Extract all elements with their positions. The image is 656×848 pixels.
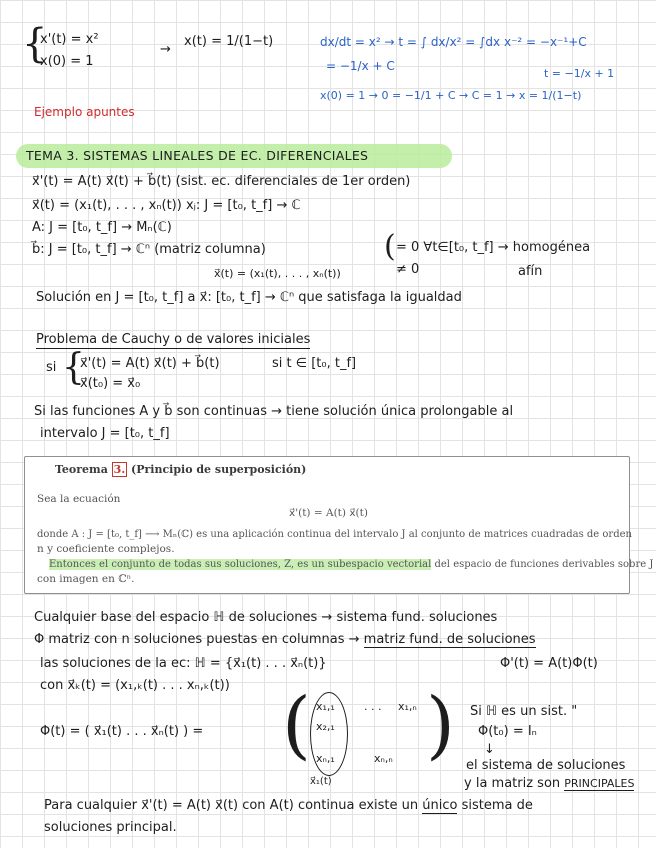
- principal-line-2: Φ(t₀) = Iₙ: [478, 724, 537, 739]
- solution-definition: Solución en J = [t₀, t_f] a x⃗: [t₀, t_f] → ℂⁿ que satisfaga la igualdad: [36, 290, 462, 305]
- blue-derivation-4: x(0) = 1 → 0 = −1/1 + C → C = 1 → x = 1/(1−t): [320, 89, 582, 102]
- matrix-entry-21: x₂,₁: [316, 720, 335, 733]
- theorem-line-4: Entonces el conjunto de todas sus soluciones, Z, es un subespacio vectorial del espacio de funciones derivables sobre J: [49, 559, 654, 570]
- definition-line-4: b⃗: J = [t₀, t_f] → ℂⁿ (matriz columna): [32, 242, 266, 257]
- cauchy-text-2: intervalo J = [t₀, t_f]: [40, 426, 170, 441]
- matrix-entry-1n: x₁,ₙ: [398, 700, 417, 713]
- condition-homogeneous: = 0 ∀t∈[t₀, t_f] → homogénea: [396, 240, 591, 255]
- arrow-icon: →: [160, 42, 171, 57]
- cauchy-title: Problema de Cauchy o de valores iniciales: [36, 332, 311, 347]
- example-solution: x(t) = 1/(1−t): [184, 34, 274, 49]
- section-heading: TEMA 3. SISTEMAS LINEALES DE EC. DIFERENCIALES: [26, 148, 369, 163]
- system-equation-1: x'(t) = x²: [40, 32, 99, 47]
- system-brace: {: [22, 21, 48, 67]
- matrix-right-paren: ): [426, 682, 455, 768]
- phi-derivative: Φ'(t) = A(t)Φ(t): [500, 656, 598, 671]
- theorem-line-1: Sea la ecuación: [37, 493, 121, 505]
- system-equation-2: x(0) = 1: [40, 54, 94, 69]
- theorem-line-5: con imagen en ℂⁿ.: [37, 573, 135, 585]
- matrix-entry-11: x₁,₁: [316, 700, 335, 713]
- cauchy-condition: si t ∈ [t₀, t_f]: [272, 356, 357, 371]
- definition-line-1: x⃗'(t) = A(t) x⃗(t) + b⃗(t) (sist. ec. diferenciales de 1er orden): [32, 174, 411, 189]
- blue-derivation-3: t = −1/x + 1: [544, 67, 615, 80]
- uniqueness-line-2: soluciones principal.: [44, 820, 177, 835]
- definition-line-2: x⃗(t) = (x₁(t), . . . , xₙ(t)) xⱼ: J = [t₀, t_f] → ℂ: [32, 198, 301, 213]
- cauchy-equation-1: x⃗'(t) = A(t) x⃗(t) + b⃗(t): [80, 356, 220, 371]
- solution-vector-line: con x⃗ₖ(t) = (x₁,ₖ(t) . . . xₙ,ₖ(t)): [40, 678, 230, 693]
- matrix-dots: . . .: [364, 700, 382, 713]
- matrix-entry-n1: xₙ,₁: [316, 752, 335, 765]
- fundamental-matrix-line: Φ matriz con n soluciones puestas en columnas → matriz fund. de soluciones: [34, 632, 536, 647]
- cauchy-equation-2: x⃗(t₀) = x⃗₀: [80, 376, 141, 391]
- condition-affine: ≠ 0: [396, 262, 420, 277]
- cauchy-si: si: [46, 360, 57, 375]
- cauchy-brace: {: [62, 347, 85, 388]
- solutions-set-line: las soluciones de la ec: ℍ = {x⃗₁(t) . . . x⃗ₙ(t)}: [40, 656, 327, 671]
- matrix-left-paren: (: [282, 682, 311, 768]
- theorem-equation: x⃗'(t) = A(t) x⃗(t): [289, 507, 368, 519]
- theorem-line-3: n y coeficiente complejos.: [37, 543, 175, 555]
- definition-line-3: A: J = [t₀, t_f] → Mₙ(ℂ): [32, 220, 172, 235]
- theorem-box: [24, 456, 654, 594]
- phi-definition: Φ(t) = ( x⃗₁(t) . . . x⃗ₙ(t) ) =: [40, 724, 204, 739]
- column-label: x⃗₁(t): [310, 776, 332, 787]
- principal-line-1: Si ℍ es un sist. ": [470, 704, 578, 719]
- example-note: Ejemplo apuntes: [34, 105, 135, 119]
- blue-derivation-1: dx/dt = x² → t = ∫ dx/x² = ∫dx x⁻² = −x⁻¹+C: [320, 35, 587, 49]
- vector-definition: x⃗(t) = (x₁(t), . . . , xₙ(t)): [214, 267, 341, 280]
- matrix-entry-nn: xₙ,ₙ: [374, 752, 393, 765]
- condition-brace: (: [384, 229, 396, 264]
- principal-line-3: el sistema de soluciones: [466, 758, 626, 773]
- theorem-number: 3.: [113, 463, 126, 476]
- fundamental-system-line: Cualquier base del espacio ℍ de soluciones → sistema fund. soluciones: [34, 610, 498, 625]
- blue-derivation-2: = −1/x + C: [326, 59, 395, 73]
- condition-affine-label: afín: [518, 264, 543, 279]
- theorem-line-2: donde A : J = [t₀, t_f] ⟶ Mₙ(ℂ) es una aplicación continua del intervalo J al conjunto de matrices cuadradas de orden: [37, 529, 632, 540]
- uniqueness-line-1: Para cualquier x⃗'(t) = A(t) x⃗(t) con A(t) continua existe un único sistema de: [44, 798, 533, 813]
- fundamental-matrix: [282, 682, 455, 772]
- down-arrow-icon: ↓: [484, 742, 495, 757]
- theorem-title: Teorema 3. (Principio de superposición): [55, 463, 307, 476]
- cauchy-text-1: Si las funciones A y b⃗ son continuas → tiene solución única prolongable al: [34, 404, 514, 419]
- principal-line-4: y la matriz son PRINCIPALES: [464, 776, 635, 791]
